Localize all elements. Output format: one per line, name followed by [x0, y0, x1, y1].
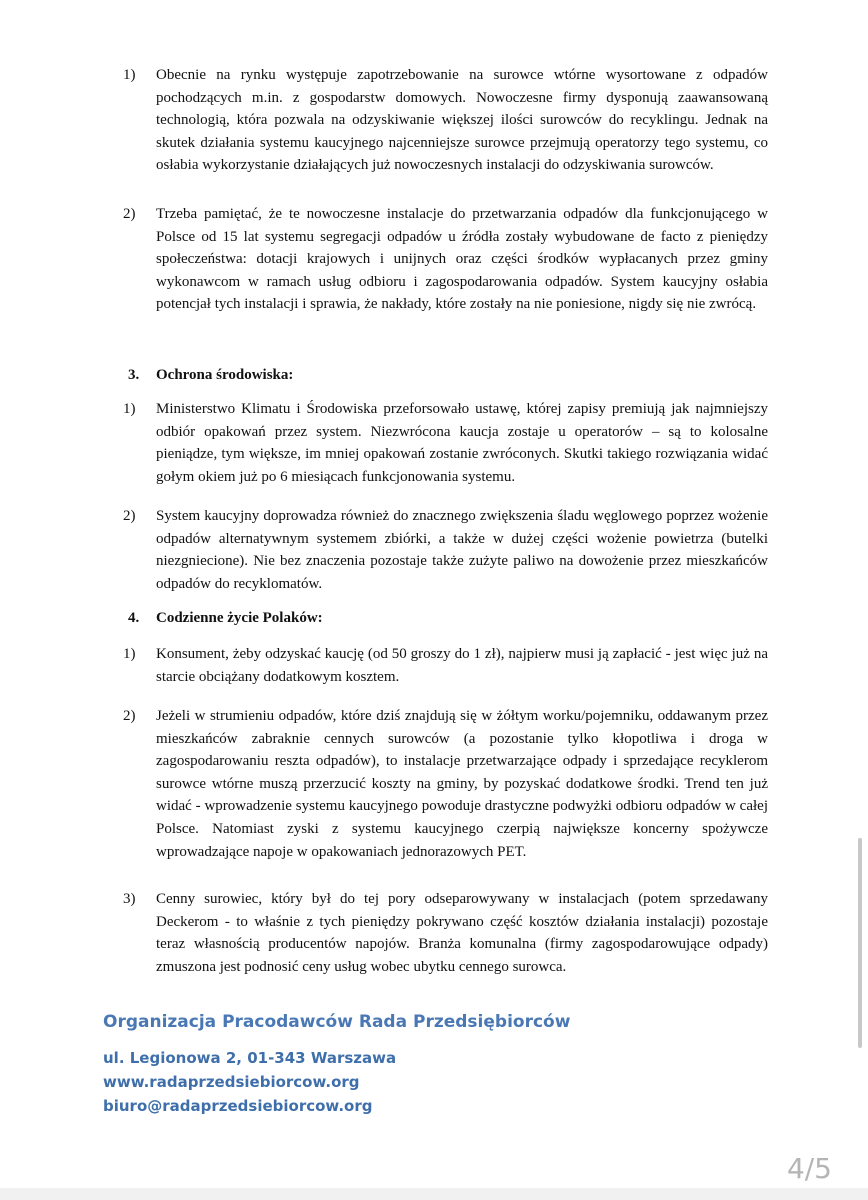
footer-website[interactable]: www.radaprzedsiebiorcow.org [103, 1073, 360, 1091]
item-text: Obecnie na rynku występuje zapotrzebowanie na surowce wtórne wysortowane z odpadów pochodzących m.in. z gospodarstw domowych. Nowoczesne firmy dysponują zaawansowaną technologią, która pozwala na odzyskiwanie większej ilości surowców do recyklingu. Jednak na skutek działania systemu kaucyjnego najcenniejsze surowce przejmują operatorzy tego systemu, co osłabia wykorzystanie działających już nowoczesnych instalacji do odzyskiwania surowców. [156, 67, 768, 174]
item-number: 2) [123, 708, 136, 724]
item-text: Jeżeli w strumieniu odpadów, które dziś znajdują się w żółtym worku/pojemniku, oddawanym przez mieszkańców zabraknie cennych surowców (a pozostanie tylko kłopotliwa i droga w zagospodarowaniu reszta odpadów), to instalacje przetwarzające odpady i sprzedające recyklerom surowce wtórne muszą przerzucić koszty na gminy, by pozyskać dodatkowe środki. Trend ten już widać - wprowadzenie systemu kaucyjnego powoduje drastyczne podwyżki odbioru odpadów w całej Polsce. Natomiast zyski z systemu kaucyjnego czerpią największe koncerny spożywcze wprowadzające napoje w opakowaniach jednorazowych PET. [156, 708, 768, 860]
item-text: System kaucyjny doprowadza również do znacznego zwiększenia śladu węglowego poprzez wożenie odpadów alternatywnym systemem zbiórki, a także w dużej części wożenie powietrza (butelki niezgniecione). Nie bez znaczenia pozostaje także zużyte paliwo na dowożenie przez mieszkańców odpadów do recyklomatów. [156, 508, 768, 592]
item-number: 2) [123, 508, 136, 524]
scrollbar-thumb[interactable] [858, 838, 862, 1048]
item-text: Trzeba pamiętać, że te nowoczesne instalacje do przetwarzania odpadów dla funkcjonującego w Polsce od 15 lat systemu segregacji odpadów u źródła zostały wybudowane de facto z pieniędzy społeczeństwa: dotacji krajowych i unijnych oraz części środków wypłacanych przez gminy wykonawcom w ramach usług odbioru i zagospodarowania odpadów. System kaucyjny osłabia potencjał tych instalacji i sprawia, że nakłady, które zostały na nie poniesione, nigdy się nie zwrócą. [156, 206, 768, 313]
section-title: Ochrona środowiska: [156, 367, 294, 383]
list-item [123, 505, 768, 595]
list-item [123, 64, 768, 177]
item-number: 1) [123, 67, 136, 83]
item-number: 1) [123, 646, 136, 662]
footer-email[interactable]: biuro@radaprzedsiebiorcow.org [103, 1097, 373, 1115]
item-number: 3) [123, 891, 136, 907]
section-number: 3. [128, 367, 140, 383]
item-text: Ministerstwo Klimatu i Środowiska przeforsowało ustawę, której zapisy premiują jak najmniejszy odbiór opakowań przez system. Niezwrócona kaucja zostaje u operatorów – są to kolosalne pieniądze, tym większe, im mniej opakowań zostanie zwróconych. Skutki takiego rozwiązania widać gołym okiem już po 6 miesiącach funkcjonowania systemu. [156, 401, 768, 485]
section-heading [128, 367, 293, 384]
page-bottom-edge [0, 1188, 868, 1200]
page-indicator: 4/5 [786, 1152, 832, 1185]
list-item [123, 203, 768, 316]
item-number: 1) [123, 401, 136, 417]
section-number: 4. [128, 610, 140, 626]
list-item [123, 705, 768, 863]
item-text: Konsument, żeby odzyskać kaucję (od 50 groszy do 1 zł), najpierw musi ją zapłacić - jest więc już na starcie obciążany dodatkowym kosztem. [156, 646, 768, 685]
list-item [123, 398, 768, 488]
footer-address: ul. Legionowa 2, 01-343 Warszawa [103, 1049, 397, 1067]
list-item [123, 643, 768, 688]
section-title: Codzienne życie Polaków: [156, 610, 323, 626]
item-text: Cenny surowiec, który był do tej pory odseparowywany w instalacjach (potem sprzedawany Deckerom - to właśnie z tych pieniędzy pokrywano część kosztów działania instalacji) pozostaje teraz własnością producentów napojów. Branża komunalna (firmy zagospodarowujące odpady) zmuszona jest podnosić ceny usług wobec ubytku cennego surowca. [156, 891, 768, 975]
list-item [123, 888, 768, 978]
footer-org-name: Organizacja Pracodawców Rada Przedsiębiorców [103, 1012, 571, 1032]
section-heading [128, 610, 323, 627]
item-number: 2) [123, 206, 136, 222]
